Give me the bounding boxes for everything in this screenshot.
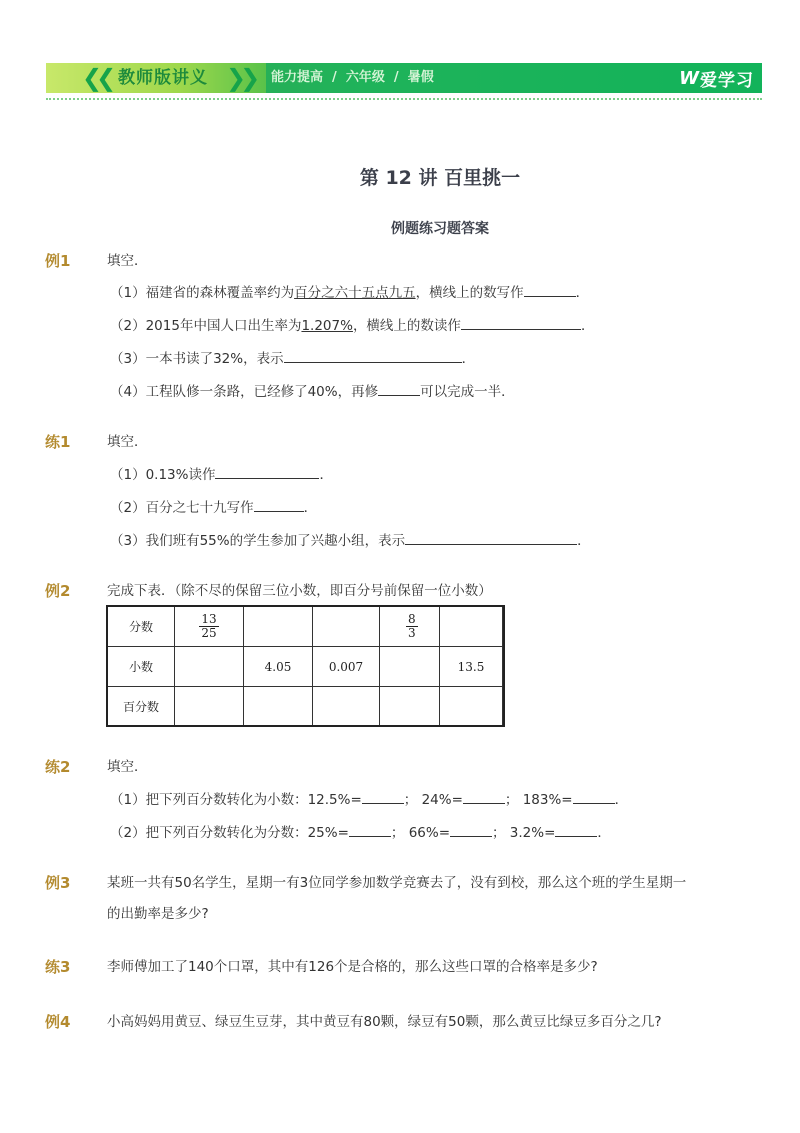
answer-blank (463, 789, 505, 804)
problem-tag: 练1 (45, 433, 71, 451)
question-text: （3）我们班有55%的学生参加了兴趣小组，表示 (110, 533, 406, 549)
underlined-text: 1.207% (301, 318, 353, 334)
question-text: ； 66%= (390, 825, 451, 841)
brand-logo (679, 66, 754, 90)
problem-text: 某班一共有50名学生，星期一有3位同学参加数学竞赛去了，没有到校，那么这个班的学生星期一 (107, 875, 687, 891)
conversion-table (107, 606, 503, 727)
page-subtitle: 例题练习题答案 (391, 221, 489, 237)
question-line (110, 464, 333, 485)
breadcrumb: 能力提高 / 六年级 / 暑假 (271, 70, 434, 85)
table-cell (440, 687, 503, 727)
table-cell (313, 687, 380, 727)
banner-title: 教师版讲义 (118, 68, 208, 88)
question-text: （2）百分之七十九写作 (110, 500, 254, 516)
table-cell (313, 607, 380, 647)
question-text: （3）一本书读了32%，表示 (110, 351, 284, 367)
question-text: （4）工程队修一条路，已经修了40%，再修 (110, 384, 379, 400)
question-line (110, 530, 591, 551)
problem-tag: 例2 (45, 582, 71, 600)
problem-tag: 练2 (45, 758, 71, 776)
fraction (199, 613, 218, 640)
question-text: ，横线上的数写作 (415, 285, 524, 301)
question-line (110, 789, 628, 810)
table-row (108, 607, 503, 647)
table-cell (440, 607, 503, 647)
question-text: ． (575, 285, 590, 301)
table-cell (175, 607, 244, 647)
answer-blank (573, 789, 615, 804)
answer-blank (405, 530, 577, 545)
question-text: ； 3.2%= (492, 825, 556, 841)
problem-tag: 练3 (45, 958, 71, 976)
question-line (110, 315, 594, 336)
table-cell (175, 687, 244, 727)
row-label: 小数 (108, 647, 175, 687)
problem-tag: 例1 (45, 252, 71, 270)
table-row (108, 647, 503, 687)
problem-tag: 例4 (45, 1013, 71, 1031)
page-title: 第 12 讲 百里挑一 (359, 167, 521, 189)
answer-blank (524, 282, 576, 297)
problem-intro: 填空． (107, 759, 148, 775)
question-text: （1）把下列百分数转化为小数：12.5%= (110, 792, 362, 808)
fraction-numerator: 8 (408, 612, 416, 626)
underlined-text: 百分之六十五点九五 (294, 285, 416, 301)
problem-text: 的出勤率是多少? (107, 906, 209, 922)
header-divider (46, 98, 762, 100)
problem-intro: 填空． (107, 253, 148, 269)
question-text: ． (580, 318, 595, 334)
table-cell (175, 647, 244, 687)
problem-intro: 完成下表．（除不尽的保留三位小数，即百分号前保留一位小数） (107, 583, 492, 599)
table-cell (380, 607, 440, 647)
table-cell: 4.05 (244, 647, 313, 687)
question-text: （1）福建省的森林覆盖率约为 (110, 285, 295, 301)
question-text: ． (614, 792, 629, 808)
fraction-denominator: 3 (408, 626, 416, 640)
table-cell: 0.007 (313, 647, 380, 687)
row-label: 百分数 (108, 687, 175, 727)
double-chevron-right-icon: ❯❯ (226, 64, 255, 92)
question-text: 可以完成一半． (420, 384, 515, 400)
question-text: （2）把下列百分数转化为分数：25%= (110, 825, 349, 841)
answer-blank (450, 822, 492, 837)
problem-text: 小高妈妈用黄豆、绿豆生豆芽，其中黄豆有80颗，绿豆有50颗，那么黄豆比绿豆多百分之几? (107, 1014, 662, 1030)
answer-blank (555, 822, 597, 837)
question-text: ； 24%= (403, 792, 463, 808)
problem-text: 李师傅加工了140个口罩，其中有126个是合格的，那么这些口罩的合格率是多少? (107, 959, 598, 975)
question-text: ． (319, 467, 333, 483)
table-cell (380, 687, 440, 727)
question-text: ． (597, 825, 611, 841)
question-line (110, 282, 589, 303)
question-line (110, 381, 515, 402)
answer-blank (215, 464, 319, 479)
question-line (110, 822, 611, 843)
fraction (406, 613, 418, 640)
brand-mark-icon: W (679, 67, 696, 89)
table-cell (380, 647, 440, 687)
answer-blank (349, 822, 391, 837)
answer-blank (254, 497, 304, 512)
question-line (110, 348, 475, 369)
brand-name: 爱学习 (700, 70, 754, 91)
answer-blank (461, 315, 581, 330)
answer-blank (378, 381, 420, 396)
fraction-denominator: 25 (201, 626, 217, 640)
question-line (110, 497, 317, 518)
answer-blank (284, 348, 462, 363)
fraction-numerator: 13 (201, 612, 217, 626)
question-text: （1）0.13%读作 (110, 467, 216, 483)
question-text: ，横线上的数读作 (352, 318, 461, 334)
table-cell (244, 687, 313, 727)
question-text: （2）2015年中国人口出生率为 (110, 318, 302, 334)
table-cell: 13.5 (440, 647, 503, 687)
table-row (108, 687, 503, 727)
problem-intro: 填空． (107, 434, 148, 450)
question-text: ． (577, 533, 591, 549)
question-text: ． (461, 351, 476, 367)
answer-blank (362, 789, 404, 804)
header-banner (46, 63, 762, 93)
problem-tag: 例3 (45, 874, 71, 892)
row-label: 分数 (108, 607, 175, 647)
question-text: ． (303, 500, 318, 516)
table-cell (244, 607, 313, 647)
question-text: ； 183%= (504, 792, 573, 808)
double-chevron-left-icon: ❮❮ (82, 64, 111, 92)
